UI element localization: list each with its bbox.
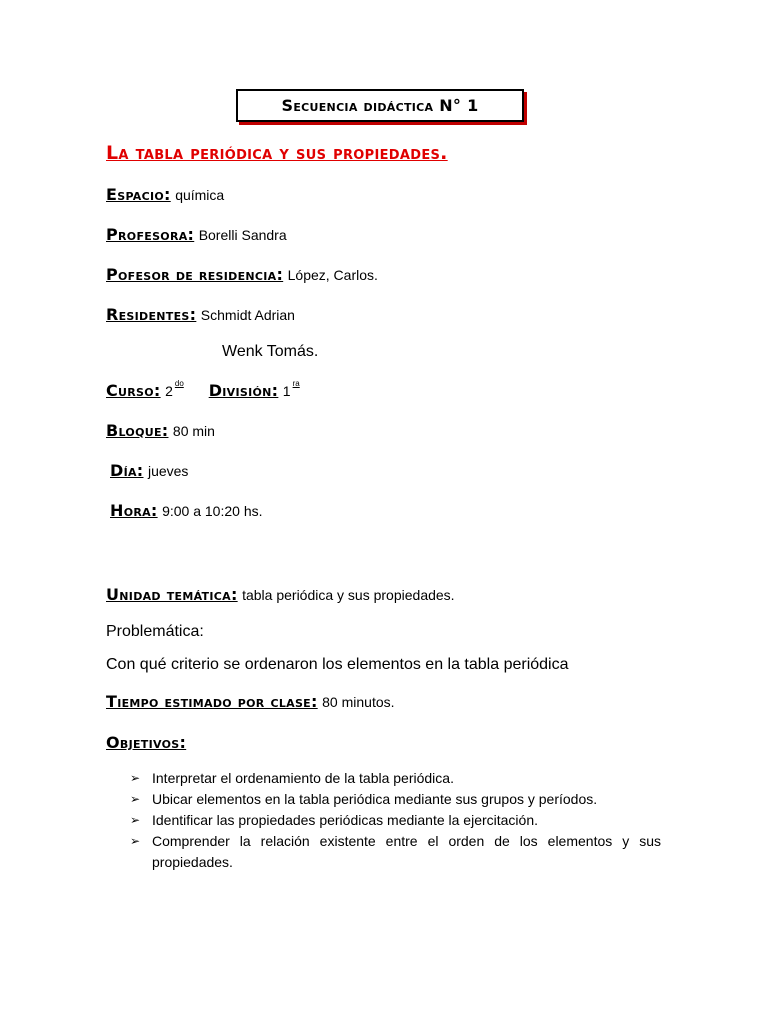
field-bloque-value: 80 min xyxy=(172,423,215,439)
field-dia-value: jueves xyxy=(147,463,189,479)
list-item: ➢ Ubicar elementos en la tabla periódica mediante sus grupos y períodos. xyxy=(130,789,661,810)
field-espacio-label: Espacio: xyxy=(106,185,171,204)
field-division-sup: ra xyxy=(292,379,300,388)
field-profesora-value: Borelli Sandra xyxy=(198,227,287,243)
field-curso-value: 2 xyxy=(165,383,173,399)
field-dia xyxy=(110,461,188,481)
field-bloque xyxy=(106,421,215,441)
arrow-bullet-icon: ➢ xyxy=(130,792,141,806)
list-item: ➢ Identificar las propiedades periódicas mediante la ejercitación. xyxy=(130,810,661,831)
field-curso-label: Curso: xyxy=(106,381,161,400)
field-profesor-residencia-label: Pofesor de residencia: xyxy=(106,265,284,284)
field-dia-label: Día: xyxy=(110,461,144,480)
field-hora-value: 9:00 a 10:20 hs. xyxy=(162,503,263,519)
objetivos-heading: Objetivos: xyxy=(106,733,187,752)
document-title: Secuencia didáctica N° 1 xyxy=(236,89,524,122)
objetivos-list xyxy=(130,768,661,873)
list-item: ➢ Comprender la relación existente entre el orden de los elementos y sus propiedades. xyxy=(130,833,661,870)
field-residentes-value-2: Wenk Tomás. xyxy=(222,343,319,360)
field-curso-sup: do xyxy=(174,379,184,388)
field-bloque-label: Bloque: xyxy=(106,421,169,440)
field-tiempo xyxy=(106,692,395,712)
field-unidad xyxy=(106,585,455,605)
arrow-bullet-icon: ➢ xyxy=(130,834,141,848)
arrow-bullet-icon: ➢ xyxy=(130,813,141,827)
field-tiempo-label: Tiempo estimado por clase: xyxy=(106,692,318,711)
field-residentes-value: Schmidt Adrian xyxy=(200,307,295,323)
field-unidad-value: tabla periódica y sus propiedades. xyxy=(242,587,455,603)
field-division-label: División: xyxy=(208,381,279,400)
field-espacio-value: química xyxy=(175,187,225,203)
field-division-value: 1 xyxy=(282,383,291,399)
field-unidad-label: Unidad temática: xyxy=(106,585,238,604)
field-curso-division xyxy=(106,381,300,401)
field-hora xyxy=(110,501,263,521)
problematica-label: Problemática: xyxy=(106,623,204,640)
field-residentes-label: Residentes: xyxy=(106,305,197,324)
field-residentes xyxy=(106,305,295,325)
field-profesor-residencia xyxy=(106,265,378,285)
field-profesor-residencia-value: López, Carlos. xyxy=(287,267,378,283)
field-hora-label: Hora: xyxy=(110,501,158,520)
problematica-text: Con qué criterio se ordenaron los elementos en la tabla periódica xyxy=(106,656,569,673)
field-profesora xyxy=(106,225,287,245)
field-espacio xyxy=(106,185,224,205)
field-profesora-label: Profesora: xyxy=(106,225,195,244)
arrow-bullet-icon: ➢ xyxy=(130,771,141,785)
list-item: ➢ Interpretar el ordenamiento de la tabla periódica. xyxy=(130,768,661,789)
field-tiempo-value: 80 minutos. xyxy=(322,694,395,710)
document-subtitle: La tabla periódica y sus propiedades. xyxy=(106,142,448,164)
